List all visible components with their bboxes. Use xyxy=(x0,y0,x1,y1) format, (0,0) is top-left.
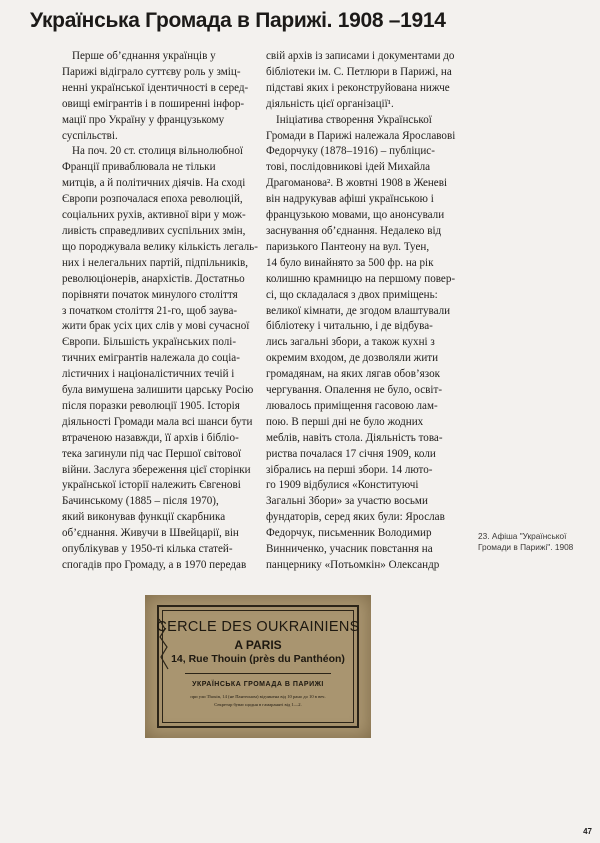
text-line: заснування об’єднання. Недалеко від xyxy=(266,224,442,237)
text-line: соціальних рухів, активної віри у мож- xyxy=(62,209,246,222)
text-line: сі, що складалася з двох приміщень: xyxy=(266,288,438,301)
text-line: Європи розпочалася епоха революцій, xyxy=(62,193,243,206)
text-line: митців, а й політичних діячів. На сході xyxy=(62,177,246,190)
text-line: панцернику «Потьомкін» Олександр xyxy=(266,559,440,571)
poster-divider xyxy=(185,673,331,674)
text-line: них і нелегальних партій, підпільників, xyxy=(62,256,249,269)
paragraph-context xyxy=(62,144,258,573)
text-line: меблів, навіть стола. Діяльність това- xyxy=(266,431,443,444)
text-line: діяльності Громади мала всі шанси бути xyxy=(62,415,253,428)
text-line: Загальні Збори» за участю восьми xyxy=(266,495,428,508)
poster-secretary: Секретар буває щодня в гамараняті від 1—2. xyxy=(214,702,302,707)
text-line: Ініціатива створення Української xyxy=(276,113,432,126)
right-text-column xyxy=(266,49,466,574)
text-line: великої кімнати, де згодом влаштували xyxy=(266,304,451,317)
poster-ukrainian-title: УКРАЇНСЬКА ГРОМАДА В ПАРИЖІ xyxy=(192,681,324,688)
text-line: го 1909 відбулися «Конституючі xyxy=(266,479,419,492)
text-line: риства почалася 17 січня 1909, коли xyxy=(266,447,436,460)
text-line: 14 було винайнято за 500 фр. на рік xyxy=(266,256,434,269)
text-line: ливість справедливих суспільних змін, xyxy=(62,224,246,237)
text-line: зібрались на перші збори. 14 люто- xyxy=(266,463,433,476)
text-line: втраченою назавжди, її архів і бібліо- xyxy=(62,431,239,444)
text-line: Парижі відіграло суттєву роль у зміц- xyxy=(62,65,241,78)
text-line: тека загинули під час Першої світової xyxy=(62,447,242,460)
paragraph-intro xyxy=(62,49,252,144)
paragraph-initiative xyxy=(266,113,466,574)
caption-line: Громади в Парижі". 1908 xyxy=(478,542,574,552)
text-line: революціонерів, анархістів. Достатньо xyxy=(62,272,245,285)
text-line: чергування. Опалення не було, освіт- xyxy=(266,384,443,397)
poster-image xyxy=(145,595,371,738)
poster-hours: при ули Thouin, 14 (не Пантеоном) відчинена від 10 рано до 10 в веч. xyxy=(190,694,326,699)
text-line: порівняти початок минулого століття xyxy=(62,288,238,301)
text-line: який виконував функції скарбника xyxy=(62,511,226,524)
text-line: суспільстві. xyxy=(62,129,118,142)
text-line: Драгоманова². В жовтні 1908 в Женеві xyxy=(266,177,448,190)
page-number: 47 xyxy=(583,827,592,836)
text-line: тичних емігрантів належала до соціа- xyxy=(62,352,240,365)
text-line: української історії належить Євгенові xyxy=(62,479,241,492)
figure-caption xyxy=(478,531,593,553)
text-line: опублікував у 1950-ті кілька статей- xyxy=(62,543,233,556)
text-line: лись загальні збори, а також кухні з xyxy=(266,336,435,349)
text-line: Федорчуку (1878–1916) – публіцис- xyxy=(266,145,435,158)
text-line: мації про Україну у французькому xyxy=(62,113,225,126)
text-line: бібліотеки ім. С. Петлюри в Парижі, на xyxy=(266,65,452,78)
poster-city: A PARIS xyxy=(234,638,282,652)
text-line: Винниченко, учасник повстання на xyxy=(266,543,433,556)
text-line: паризького Пантеону на вул. Туен, xyxy=(266,240,430,253)
text-line: пою. В перші дні не було жодних xyxy=(266,415,424,428)
text-line: війни. Заслуга збереження цієї сторінки xyxy=(62,463,251,476)
text-line: з початком століття 21-го, щоб заува- xyxy=(62,304,238,317)
text-line: громадянам, на яких лягав обов’язок xyxy=(266,368,441,381)
text-line: Європи. Більшість українських полі- xyxy=(62,336,237,349)
text-line: бібліотеку і читальню, і де відбува- xyxy=(266,320,433,333)
poster-heading: CERCLE DES OUKRAINIENS xyxy=(156,619,360,635)
text-line: колишню крамницю на першому повер- xyxy=(266,272,456,285)
text-line: французькою мовами, що анонсували xyxy=(266,209,445,222)
text-line: Громади в Парижі належала Ярославові xyxy=(266,129,456,142)
paragraph-archive xyxy=(266,49,466,113)
text-line: об’єднання. Живучи в Швейцарії, він xyxy=(62,527,239,540)
text-line: що породжувала велику кількість легаль- xyxy=(62,240,258,253)
text-line: На поч. 20 ст. столиця вільнолюбної xyxy=(72,145,243,158)
text-line: Федорчук, письменник Володимир xyxy=(266,527,432,540)
text-line: фундаторів, серед яких були: Ярослав xyxy=(266,511,445,524)
text-line: тові, послідовникові ідей Михайла xyxy=(266,161,431,174)
text-line: лістичних і націоналістичних течій і xyxy=(62,368,235,381)
text-line: діяльність цієї організації¹. xyxy=(266,97,394,110)
text-line: ненні української ідентичності в серед- xyxy=(62,81,249,94)
text-line: свій архів із записами і документами до xyxy=(266,50,455,62)
text-line: він надрукував афіші українською і xyxy=(266,193,434,206)
text-line: була вимушена залишити царську Росію xyxy=(62,384,254,397)
page-title: Українська Громада в Парижі. 1908 –1914 xyxy=(30,9,446,32)
text-line: Франції приваблювала не тільки xyxy=(62,161,216,174)
text-line: окремим входом, де дозволяли жити xyxy=(266,352,439,365)
text-line: овищі емігрантів і в поширенні інфор- xyxy=(62,97,245,110)
caption-line: 23. Афіша "Української xyxy=(478,531,567,541)
text-line: після поразки революції 1905. Історія xyxy=(62,399,240,412)
left-text-column xyxy=(62,49,258,574)
poster-address: 14, Rue Thouin (près du Panthéon) xyxy=(171,653,345,665)
text-line: жити брак усіх цих слів у мові сучасної xyxy=(62,320,250,333)
text-line: Бачинському (1885 – після 1970), xyxy=(62,495,219,508)
text-line: лювалось приміщення гасовою лам- xyxy=(266,399,438,412)
text-line: спогадів про Громаду, а в 1970 передав xyxy=(62,559,247,571)
text-line: підставі яких і реконструйована нижче xyxy=(266,81,450,94)
text-line: Перше об’єднання українців у xyxy=(72,50,216,62)
